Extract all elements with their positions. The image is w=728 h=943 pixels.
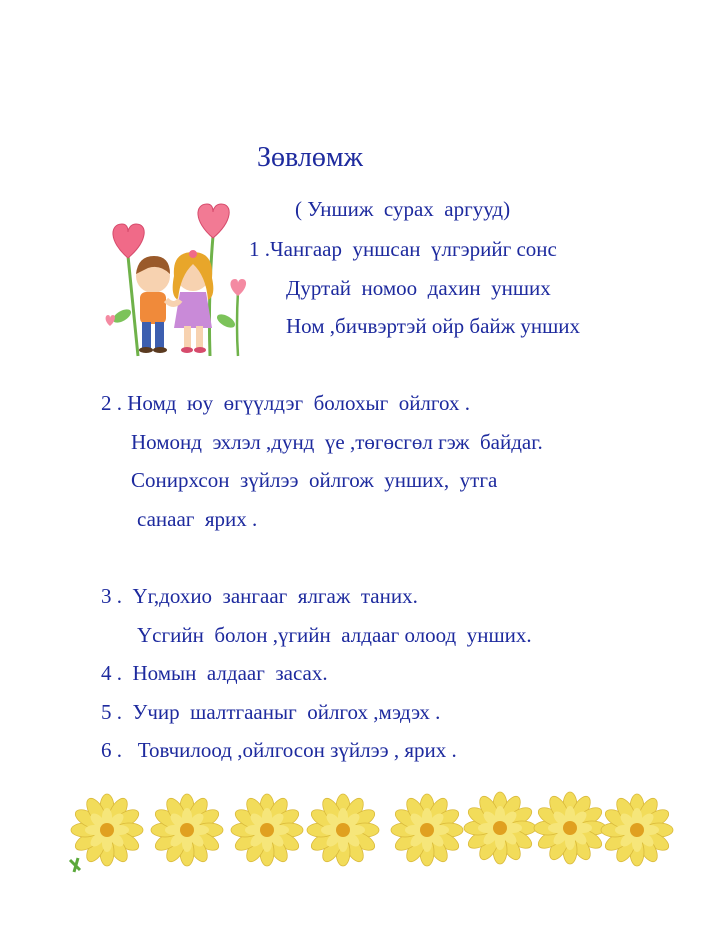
tip-line-4: 2 . Номд юу өгүүлдэг болохыг ойлгох . <box>101 391 470 415</box>
tip-line-7: санааг ярих . <box>137 507 258 531</box>
tip-line-10: 4 . Номын алдааг засах. <box>101 661 328 685</box>
flower-icon <box>391 794 463 866</box>
tip-line-5: Номонд эхлэл ,дунд үе ,төгөсгөл гэж байдаг. <box>131 430 543 454</box>
page-title: Зөвлөмж <box>257 142 363 173</box>
flower-icon <box>151 794 223 866</box>
heart-icon <box>113 224 144 258</box>
heart-icon <box>198 204 229 238</box>
flower-border <box>60 780 680 880</box>
tip-line-1: 1 .Чангаар уншсан үлгэрийг сонс <box>249 237 557 261</box>
tip-line-3: Ном ,бичвэртэй ойр байж унших <box>286 314 581 338</box>
flower-icon <box>534 792 606 864</box>
tip-line-8: 3 . Үг,дохио зангааг ялгаж таних. <box>101 584 418 608</box>
tip-line-2: Дуртай номоо дахин унших <box>286 276 551 300</box>
tip-line-12: 6 . Товчилоод ,ойлгосон зүйлээ , ярих . <box>101 738 457 762</box>
flower-icon <box>307 794 379 866</box>
flower-icon <box>464 792 536 864</box>
tip-line-9: Үсгийн болон ,үгийн алдааг олоод унших. <box>137 623 532 647</box>
flower-icon <box>601 794 673 866</box>
tip-line-11: 5 . Учир шалтгааныг ойлгох ,мэдэх . <box>101 700 441 724</box>
flower-icon <box>231 794 303 866</box>
subtitle: ( Уншиж сурах аргууд) <box>295 197 511 221</box>
tip-line-6: Сонирхсон зүйлээ ойлгож унших, утга <box>131 468 498 492</box>
flower-icon <box>71 794 143 866</box>
children-hearts-illustration <box>98 196 258 366</box>
